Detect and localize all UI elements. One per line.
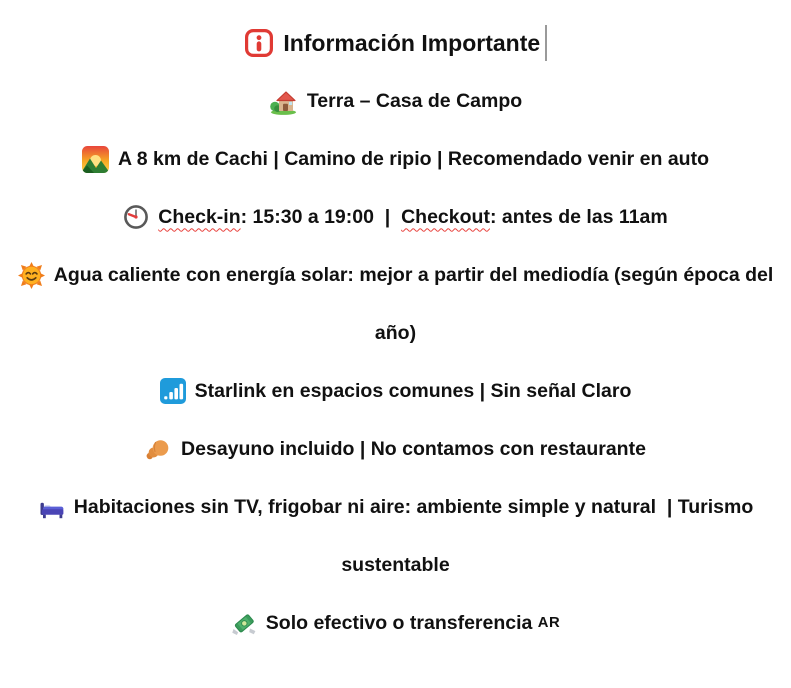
paragraph-line[interactable] [0,594,791,652]
croissant-icon [145,436,172,463]
house-garden-icon [269,87,298,116]
info-icon [244,28,274,58]
text-segment: sustentable [341,553,450,576]
paragraph-line[interactable] [0,362,791,420]
clock-icon [123,204,149,230]
text-segment: Agua caliente con energía solar: mejor a partir del mediodía (según época del [53,263,774,286]
text-segment: : 15:30 a 19:00 | [240,205,402,228]
signal-bars-icon [160,378,186,404]
text-segment: A 8 km de Cachi | Camino de ripio | Recomendado venir en auto [118,147,709,170]
paragraph-line[interactable] [0,72,791,130]
paragraph-line[interactable] [0,420,791,478]
paragraph-line[interactable] [0,246,791,304]
misspelled-word: Checkout [401,205,490,228]
paragraph-line[interactable] [0,536,791,594]
paragraph-line[interactable] [0,478,791,536]
text-segment: AR [537,615,561,631]
text-segment: : antes de las 11am [489,205,668,228]
paragraph-line[interactable] [0,188,791,246]
sun-face-icon [18,262,45,289]
document-title[interactable] [0,14,791,72]
text-segment: Starlink en espacios comunes | Sin señal Claro [194,379,632,402]
paragraph-line[interactable] [0,304,791,362]
text-segment: Terra – Casa de Campo [306,89,523,112]
bed-icon [38,494,65,521]
sunrise-mountains-icon [82,146,109,173]
text-segment: año) [374,321,417,344]
paragraph-line[interactable] [0,130,791,188]
title-text: Información Importante [283,29,541,56]
document-body [0,72,791,652]
text-segment: Habitaciones sin TV, frigobar ni aire: ambiente simple y natural | Turismo [73,495,754,518]
text-segment: Desayuno incluido | No contamos con restaurante [181,437,646,460]
text-cursor [545,25,547,61]
misspelled-word: Check-in [158,205,241,228]
text-segment: Solo efectivo o transferencia [265,611,538,634]
money-wings-icon [231,610,257,636]
